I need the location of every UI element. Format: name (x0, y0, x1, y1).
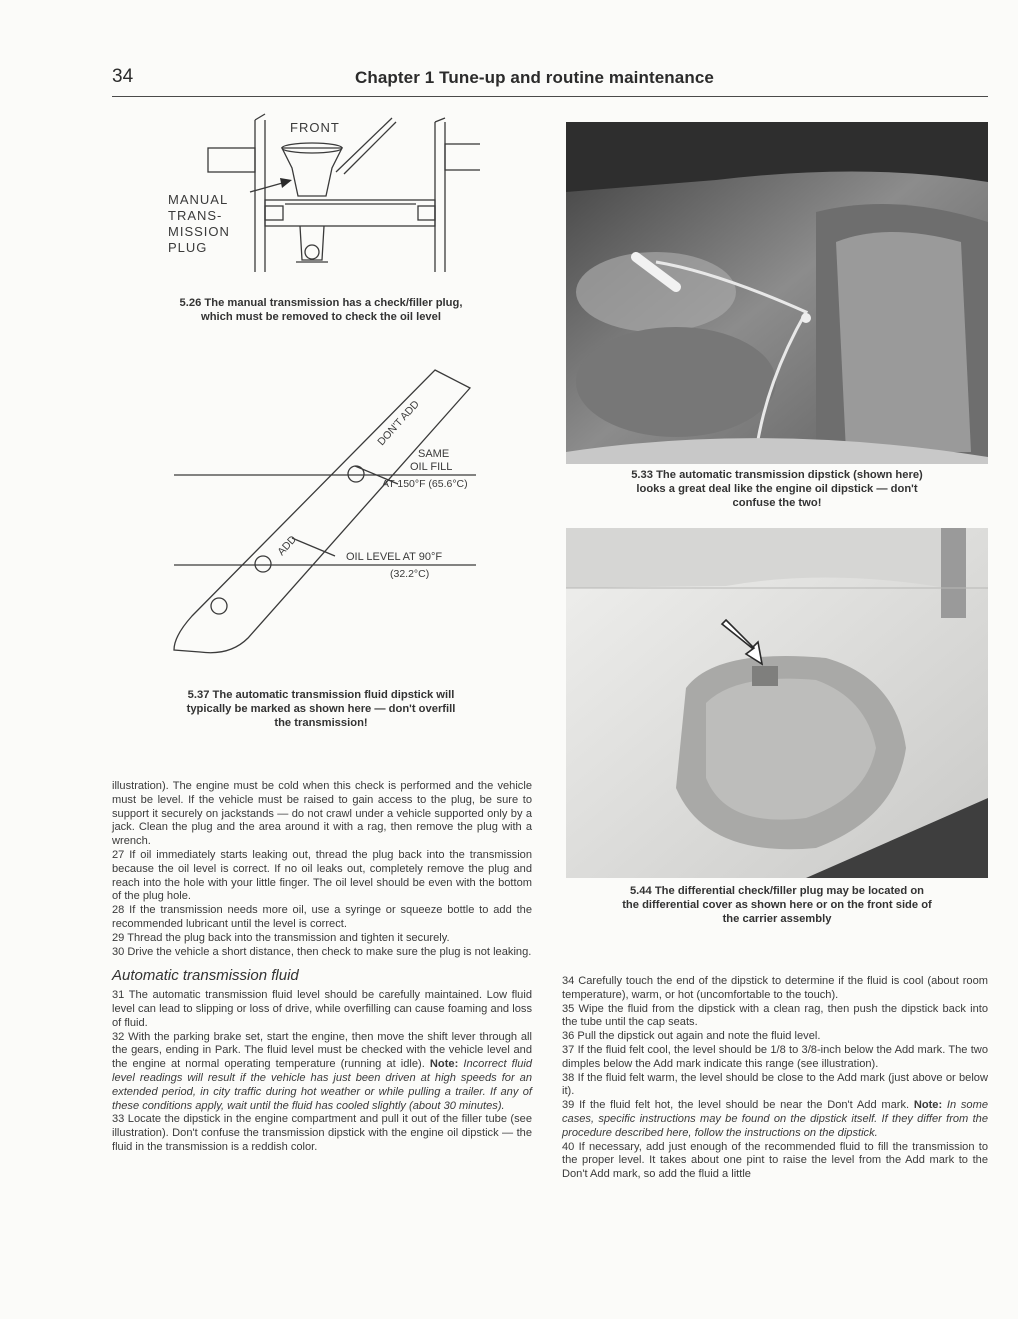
paragraph-29: 29 Thread the plug back into the transmission and tighten it securely. (112, 931, 450, 944)
caption-5-33: 5.33 The automatic transmission dipstick (shown here) looks a great deal like the engine oil dipstick — don't confuse the two! (631, 469, 923, 509)
manual-transmission-diagram (160, 112, 480, 290)
paragraph-33: 33 Locate the dipstick in the engine compartment and pull it out of the filler tube (see illustration). Don't confuse the transmission dipstick with the engine oil dipstick — the fluid in the transmission is a reddish color. (112, 1113, 532, 1153)
label-oil-fill: OIL FILL (410, 461, 453, 473)
paragraph-37: 37 If the fluid felt cool, the level should be 1/8 to 3/8-inch below the Add mark. The two dimples below the Add mark indicate this range (see illustration). (562, 1043, 988, 1070)
label-same: SAME (418, 448, 450, 460)
paragraph-30: 30 Drive the vehicle a short distance, then check to make sure the plug is not leaking. (112, 945, 532, 958)
paragraph-38: 38 If the fluid felt warm, the level should be close to the Add mark (just above or below it). (562, 1071, 988, 1098)
paragraph-32: 32 With the parking brake set, start the engine, then move the shift lever through all the gears, ending in Park. The fluid level must be checked with the vehicle level and the engine at normal operating temperature (running at idle). Note: Incorrect fluid level readings will result if the vehicle has just been driven at high speeds for an extended period, in city traffic during hot weather or while pulling a trailer. If any of these conditions apply, wait until the fluid has cooled slightly (about 30 minutes). (112, 1030, 532, 1112)
label-front: FRONT (290, 120, 340, 135)
paragraph-31: 31 The automatic transmission fluid level should be carefully maintained. Low fluid level can lead to slipping or loss of drive, while overfilling can cause foaming and loss of fluid. (112, 989, 532, 1029)
caption-5-44: 5.44 The differential check/filler plug may be located on the differential cover as shown here or on the front side of the carrier assembly (622, 885, 932, 925)
paragraph-continued: illustration). The engine must be cold when this check is performed and the vehicle must be level. If the vehicle must be raised to gain access to the plug, be sure to support it securely on jackstands — do not crawl under a vehicle supported only by a jack. Clean the plug and the area around it with a rag, then remove the plug with a wrench. (112, 780, 532, 848)
paragraph-36: 36 Pull the dipstick out again and note the fluid level. (562, 1030, 821, 1043)
page-number: 34 (112, 66, 134, 87)
paragraph-40: 40 If necessary, add just enough of the recommended fluid to fill the transmission to the proper level. It takes about one pint to raise the level from the Add mark to the Don't Add mark, so add the fluid a little (562, 1140, 988, 1181)
paragraph-35: 35 Wipe the fluid from the dipstick with a clean rag, then push the dipstick back into the tube until the cap seats. (562, 1002, 988, 1029)
right-column-text (562, 975, 988, 1182)
label-manual-transmission-plug: MANUAL TRANS- MISSION PLUG (168, 192, 230, 255)
paragraph-27: 27 If oil immediately starts leaking out, thread the plug back into the transmission because the oil level is correct. If no oil leaks out, completely remove the plug and reach into the hole with your little finger. The oil level should be even with the bottom of the plug hole. (112, 848, 532, 903)
chapter-title: Chapter 1 Tune-up and routine maintenance (355, 68, 714, 87)
label-at-150f: AT 150°F (65.6°C) (382, 478, 468, 490)
label-add: ADD (275, 533, 300, 559)
caption-5-26: 5.26 The manual transmission has a check/filler plug, which must be removed to check the oil level (179, 297, 463, 323)
left-column-text (112, 780, 532, 1155)
section-heading-automatic-transmission-fluid: Automatic transmission fluid (112, 967, 299, 985)
label-oil-level-90f: OIL LEVEL AT 90°F (346, 551, 443, 563)
paragraph-34: 34 Carefully touch the end of the dipstick to determine if the fluid is cool (about room temperature), warm, or hot (uncomfortable to the touch). (562, 975, 988, 1001)
label-32c: (32.2°C) (390, 568, 430, 580)
paragraph-39: 39 If the fluid felt hot, the level should be near the Don't Add mark. Note: In some cases, specific instructions may be found on the dipstick itself. If they differ from the procedure described here, follow the instructions on the dipstick. (562, 1099, 989, 1139)
caption-5-37: 5.37 The automatic transmission fluid dipstick will typically be marked as shown here — don't overfill the transmission! (186, 689, 456, 729)
label-dont-add: DON'T ADD (375, 398, 422, 449)
paragraph-28: 28 If the transmission needs more oil, use a syringe or squeeze bottle to add the recommended lubricant until the level is correct. (112, 904, 532, 930)
photo-differential-plug (566, 528, 988, 878)
photo-transmission-dipstick (566, 122, 988, 464)
dipstick-markings-diagram (170, 366, 500, 666)
header-rule (112, 96, 988, 97)
